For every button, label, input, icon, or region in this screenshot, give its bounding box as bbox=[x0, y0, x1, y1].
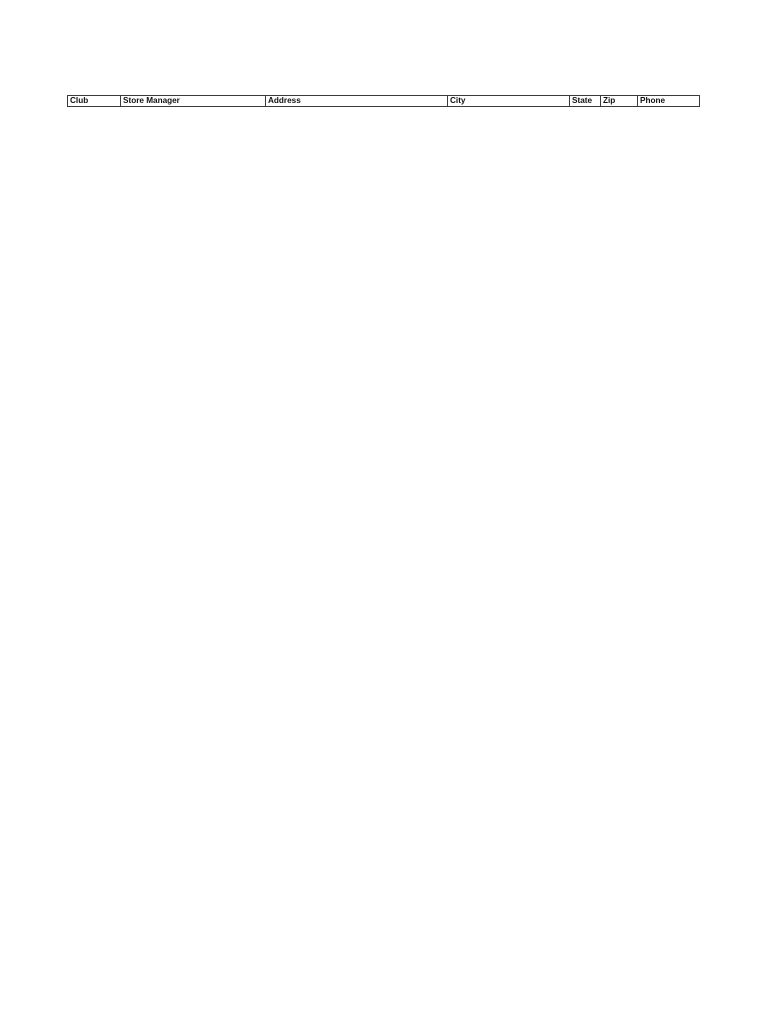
header-club: Club bbox=[68, 96, 121, 107]
header-zip: Zip bbox=[601, 96, 638, 107]
table-header-row bbox=[68, 96, 700, 107]
header-phone: Phone bbox=[638, 96, 700, 107]
header-state: State bbox=[570, 96, 601, 107]
header-store-manager: Store Manager bbox=[121, 96, 266, 107]
header-address: Address bbox=[266, 96, 448, 107]
header-city: City bbox=[448, 96, 570, 107]
store-directory-table bbox=[67, 95, 700, 107]
table-body bbox=[68, 96, 700, 107]
